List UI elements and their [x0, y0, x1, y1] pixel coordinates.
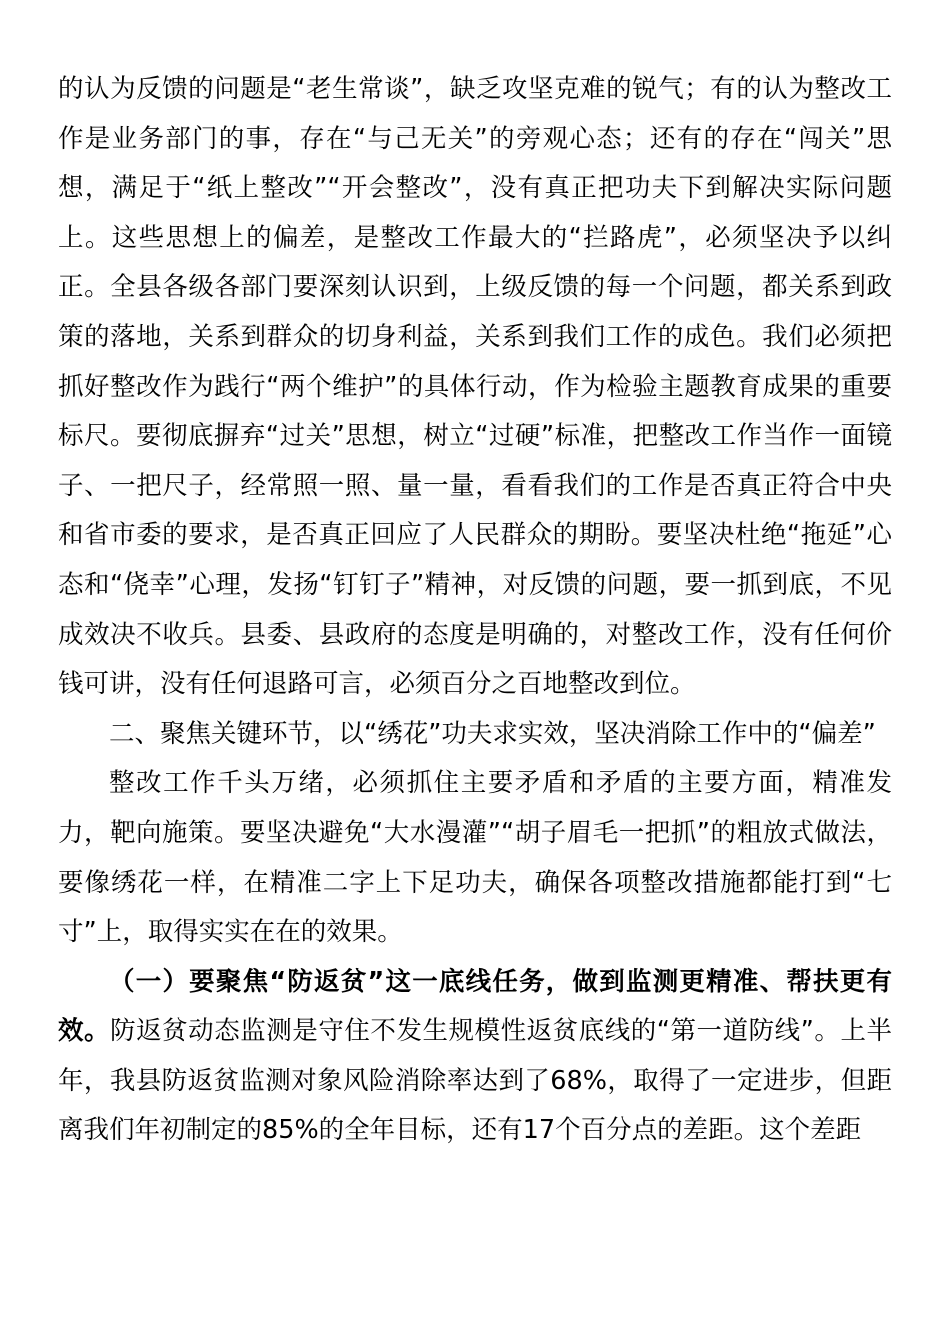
document-body	[58, 65, 892, 1156]
subsection-1-lead: （一）要聚焦“防返贫”这一底线任务，做到监测更精准、帮扶更有效。	[58, 966, 892, 1047]
paragraph-section-2-intro: 整改工作千头万绪，必须抓住主要矛盾和矛盾的主要方面，精准发力，靶向施策。要坚决避免“大水漫灌”“胡子眉毛一把抓”的粗放式做法，要像绣花一样，在精准二字上下足功夫，确保各项整改措施都能打到“七寸”上，取得实实在在的效果。	[58, 768, 892, 948]
paragraph-continued: 的认为反馈的问题是“老生常谈”，缺乏攻坚克难的锐气；有的认为整改工作是业务部门的事，存在“与己无关”的旁观心态；还有的存在“闯关”思想，满足于“纸上整改”“开会整改”，没有真正把功夫下到解决实际问题上。这些思想上的偏差，是整改工作最大的“拦路虎”，必须坚决予以纠正。全县各级各部门要深刻认识到，上级反馈的每一个问题，都关系到政策的落地，关系到群众的切身利益，关系到我们工作的成色。我们必须把抓好整改作为践行“两个维护”的具体行动，作为检验主题教育成果的重要标尺。要彻底摒弃“过关”思想，树立“过硬”标准，把整改工作当作一面镜子、一把尺子，经常照一照、量一量，看看我们的工作是否真正符合中央和省市委的要求，是否真正回应了人民群众的期盼。要坚决杜绝“拖延”心态和“侥幸”心理，发扬“钉钉子”精神，对反馈的问题，要一抓到底，不见成效决不收兵。县委、县政府的态度是明确的，对整改工作，没有任何价钱可讲，没有任何退路可言，必须百分之百地整改到位。	[58, 74, 892, 700]
section-heading-2: 二、聚焦关键环节，以“绣花”功夫求实效，坚决消除工作中的“偏差”	[109, 718, 876, 749]
subsection-1-body: 防返贫动态监测是守住不发生规模性返贫底线的“第一道防线”。上半年，我县防返贫监测对象风险消除率达到了68%，取得了一定进步，但距离我们年初制定的85%的全年目标，还有17个百分点的差距。这个差距	[58, 1016, 892, 1146]
paragraph-subsection-1	[58, 958, 892, 1156]
